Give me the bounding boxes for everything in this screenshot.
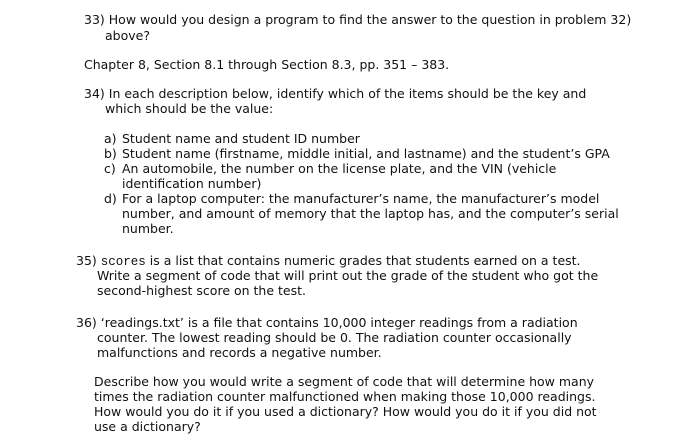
q34-item-d-line-2: number, and amount of memory that the laptop has, and the computer’s serial (122, 206, 619, 221)
q34-item-d-line-1: For a laptop computer: the manufacturer’s name, the manufacturer’s model (122, 191, 600, 206)
q34-item-d-letter: d) (104, 191, 117, 206)
q36-text-line-2: counter. The lowest reading should be 0. The radiation counter occasionally (97, 330, 572, 345)
q36-text-line-3: malfunctions and records a negative number. (97, 345, 382, 360)
q33-text-line-2: above? (105, 28, 150, 43)
q34-item-d-line-3: number. (122, 221, 174, 236)
q33-number: 33) (84, 12, 105, 27)
q34-item-b-letter: b) (104, 146, 117, 161)
q34-item-c-line-2: identification number) (122, 176, 262, 191)
q36-para2-line-3: How would you do it if you used a dictionary? How would you do it if you did not (94, 404, 597, 419)
q34-text-line-2: which should be the value: (105, 101, 274, 116)
q34-text-line-1: In each description below, identify which of the items should be the key and (108, 86, 587, 101)
q36-number: 36) (76, 315, 97, 330)
chapter-reference: Chapter 8, Section 8.1 through Section 8.3, pp. 351 – 383. (84, 57, 450, 72)
q35-text-line-3: second-highest score on the test. (97, 283, 306, 298)
q35-text-line-1: is a list that contains numeric grades that students earned on a test. (145, 253, 581, 268)
q36-para2-line-1: Describe how you would write a segment of code that will determine how many (94, 374, 595, 389)
q34-item-a-line-1: Student name and student ID number (122, 131, 360, 146)
q36-text-line-1: ‘readings.txt’ is a file that contains 10,000 integer readings from a radiation (100, 315, 578, 330)
q33-text-line-1: How would you design a program to find the answer to the question in problem 32) (108, 12, 632, 27)
q33-line-1 (84, 12, 631, 27)
q36-para2-line-2: times the radiation counter malfunctioned when making those 10,000 readings. (94, 389, 596, 404)
q36-para2-line-4: use a dictionary? (94, 419, 201, 434)
q34-item-c-line-1: An automobile, the number on the license plate, and the VIN (vehicle (122, 161, 557, 176)
q34-line-1 (84, 86, 586, 101)
q34-item-c-letter: c) (104, 161, 116, 176)
q34-item-a-letter: a) (104, 131, 117, 146)
q35-text-line-2: Write a segment of code that will print out the grade of the student who got the (97, 268, 599, 283)
q35-number: 35) (76, 253, 97, 268)
q35-code-word: scores (100, 255, 146, 269)
q34-number: 34) (84, 86, 105, 101)
q34-item-b-line-1: Student name (firstname, middle initial, and lastname) and the student’s GPA (122, 146, 610, 161)
q36-line-1 (76, 315, 578, 330)
